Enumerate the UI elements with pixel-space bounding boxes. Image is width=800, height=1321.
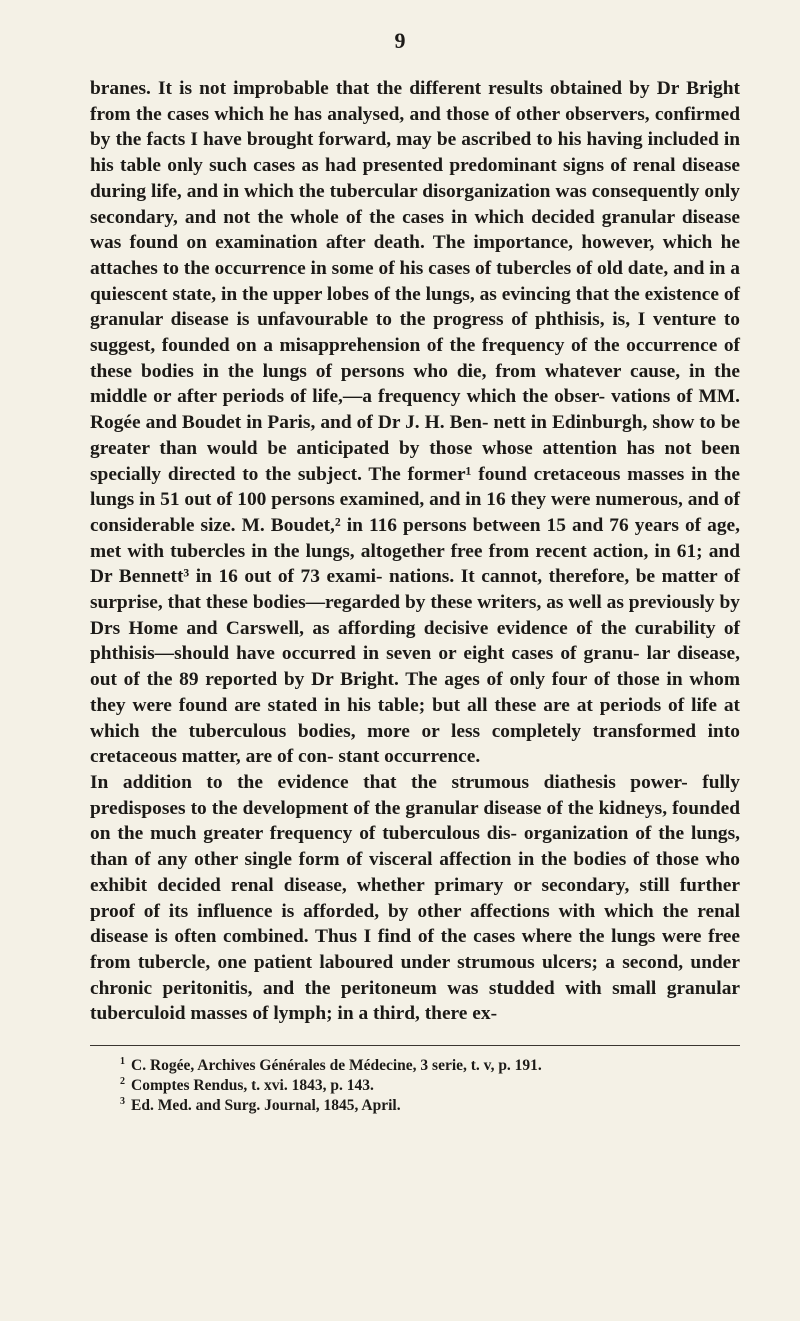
footnote-text: C. Rogée, Archives Générales de Médecine, 3 serie, t. v, p. 191. bbox=[131, 1057, 542, 1074]
footnotes bbox=[120, 1056, 720, 1116]
body-text bbox=[90, 76, 740, 1027]
footnote-mark: 3 bbox=[120, 1095, 125, 1107]
footnote bbox=[120, 1076, 720, 1096]
paragraph: branes. It is not improbable that the different results obtained by Dr Bright from the cases which he has analysed, and those of other observers, confirmed by the facts I have brought forward, may be ascribed to his having included in his table only such cases as had presented predominant signs of renal disease during life, and in which the tubercular disorganization was consequently only secondary, and not the whole of the cases in which decided granular disease was found on examination after death. The importance, however, which he attaches to the occurrence in some of his cases of tubercles of old date, and in a quiescent state, in the upper lobes of the lungs, as evincing that the existence of granular disease is unfavourable to the progress of phthisis, is, I venture to suggest, founded on a misapprehension of the frequency of the occurrence of these bodies in the lungs of persons who die, from whatever cause, in the middle or after periods of life,—a frequency which the obser- vations of MM. Rogée and Boudet in Paris, and of Dr J. H. Ben- nett in Edinburgh, show to be greater than would be anticipated by those whose attention has not been specially directed to the subject. The former¹ found cretaceous masses in the lungs in 51 out of 100 persons examined, and in 16 they were numerous, and of considerable size. M. Boudet,² in 116 persons between 15 and 76 years of age, met with tubercles in the lungs, altogether free from recent action, in 61; and Dr Bennett³ in 16 out of 73 exami- nations. It cannot, therefore, be matter of surprise, that these bodies—regarded by these writers, as well as previously by Drs Home and Carswell, as affording decisive evidence of the curability of phthisis—should have occurred in seven or eight cases of granu- lar disease, out of the 89 reported by Dr Bright. The ages of only four of those in whom they were found are stated in his table; but all these are at periods of life at which the tuberculous bodies, more or less completely transformed into cretaceous matter, are of con- stant occurrence. bbox=[90, 78, 740, 768]
footnote-mark: 2 bbox=[120, 1075, 125, 1087]
page-number: 9 bbox=[394, 28, 406, 53]
footnote-mark: 1 bbox=[120, 1055, 125, 1067]
paragraph: In addition to the evidence that the strumous diathesis power- fully predisposes to the development of the granular disease of the kidneys, founded on the much greater frequency of tuberculous dis- organization of the lungs, than of any other single form of visceral affection in the bodies of those who exhibit decided renal disease, whether primary or secondary, still further proof of its influence is afforded, by other affections with which the renal disease is often combined. Thus I find of the cases where the lungs were free from tubercle, one patient laboured under strumous ulcers; a second, under chronic peritonitis, and the peritoneum was studded with small granular tuberculoid masses of lymph; in a third, there ex- bbox=[90, 771, 740, 1025]
footnote-text: Ed. Med. and Surg. Journal, 1845, April. bbox=[131, 1097, 401, 1114]
footnote bbox=[120, 1056, 720, 1076]
footnote-text: Comptes Rendus, t. xvi. 1843, p. 143. bbox=[131, 1077, 374, 1094]
footnote bbox=[120, 1096, 720, 1116]
footnote-divider bbox=[90, 1045, 740, 1046]
